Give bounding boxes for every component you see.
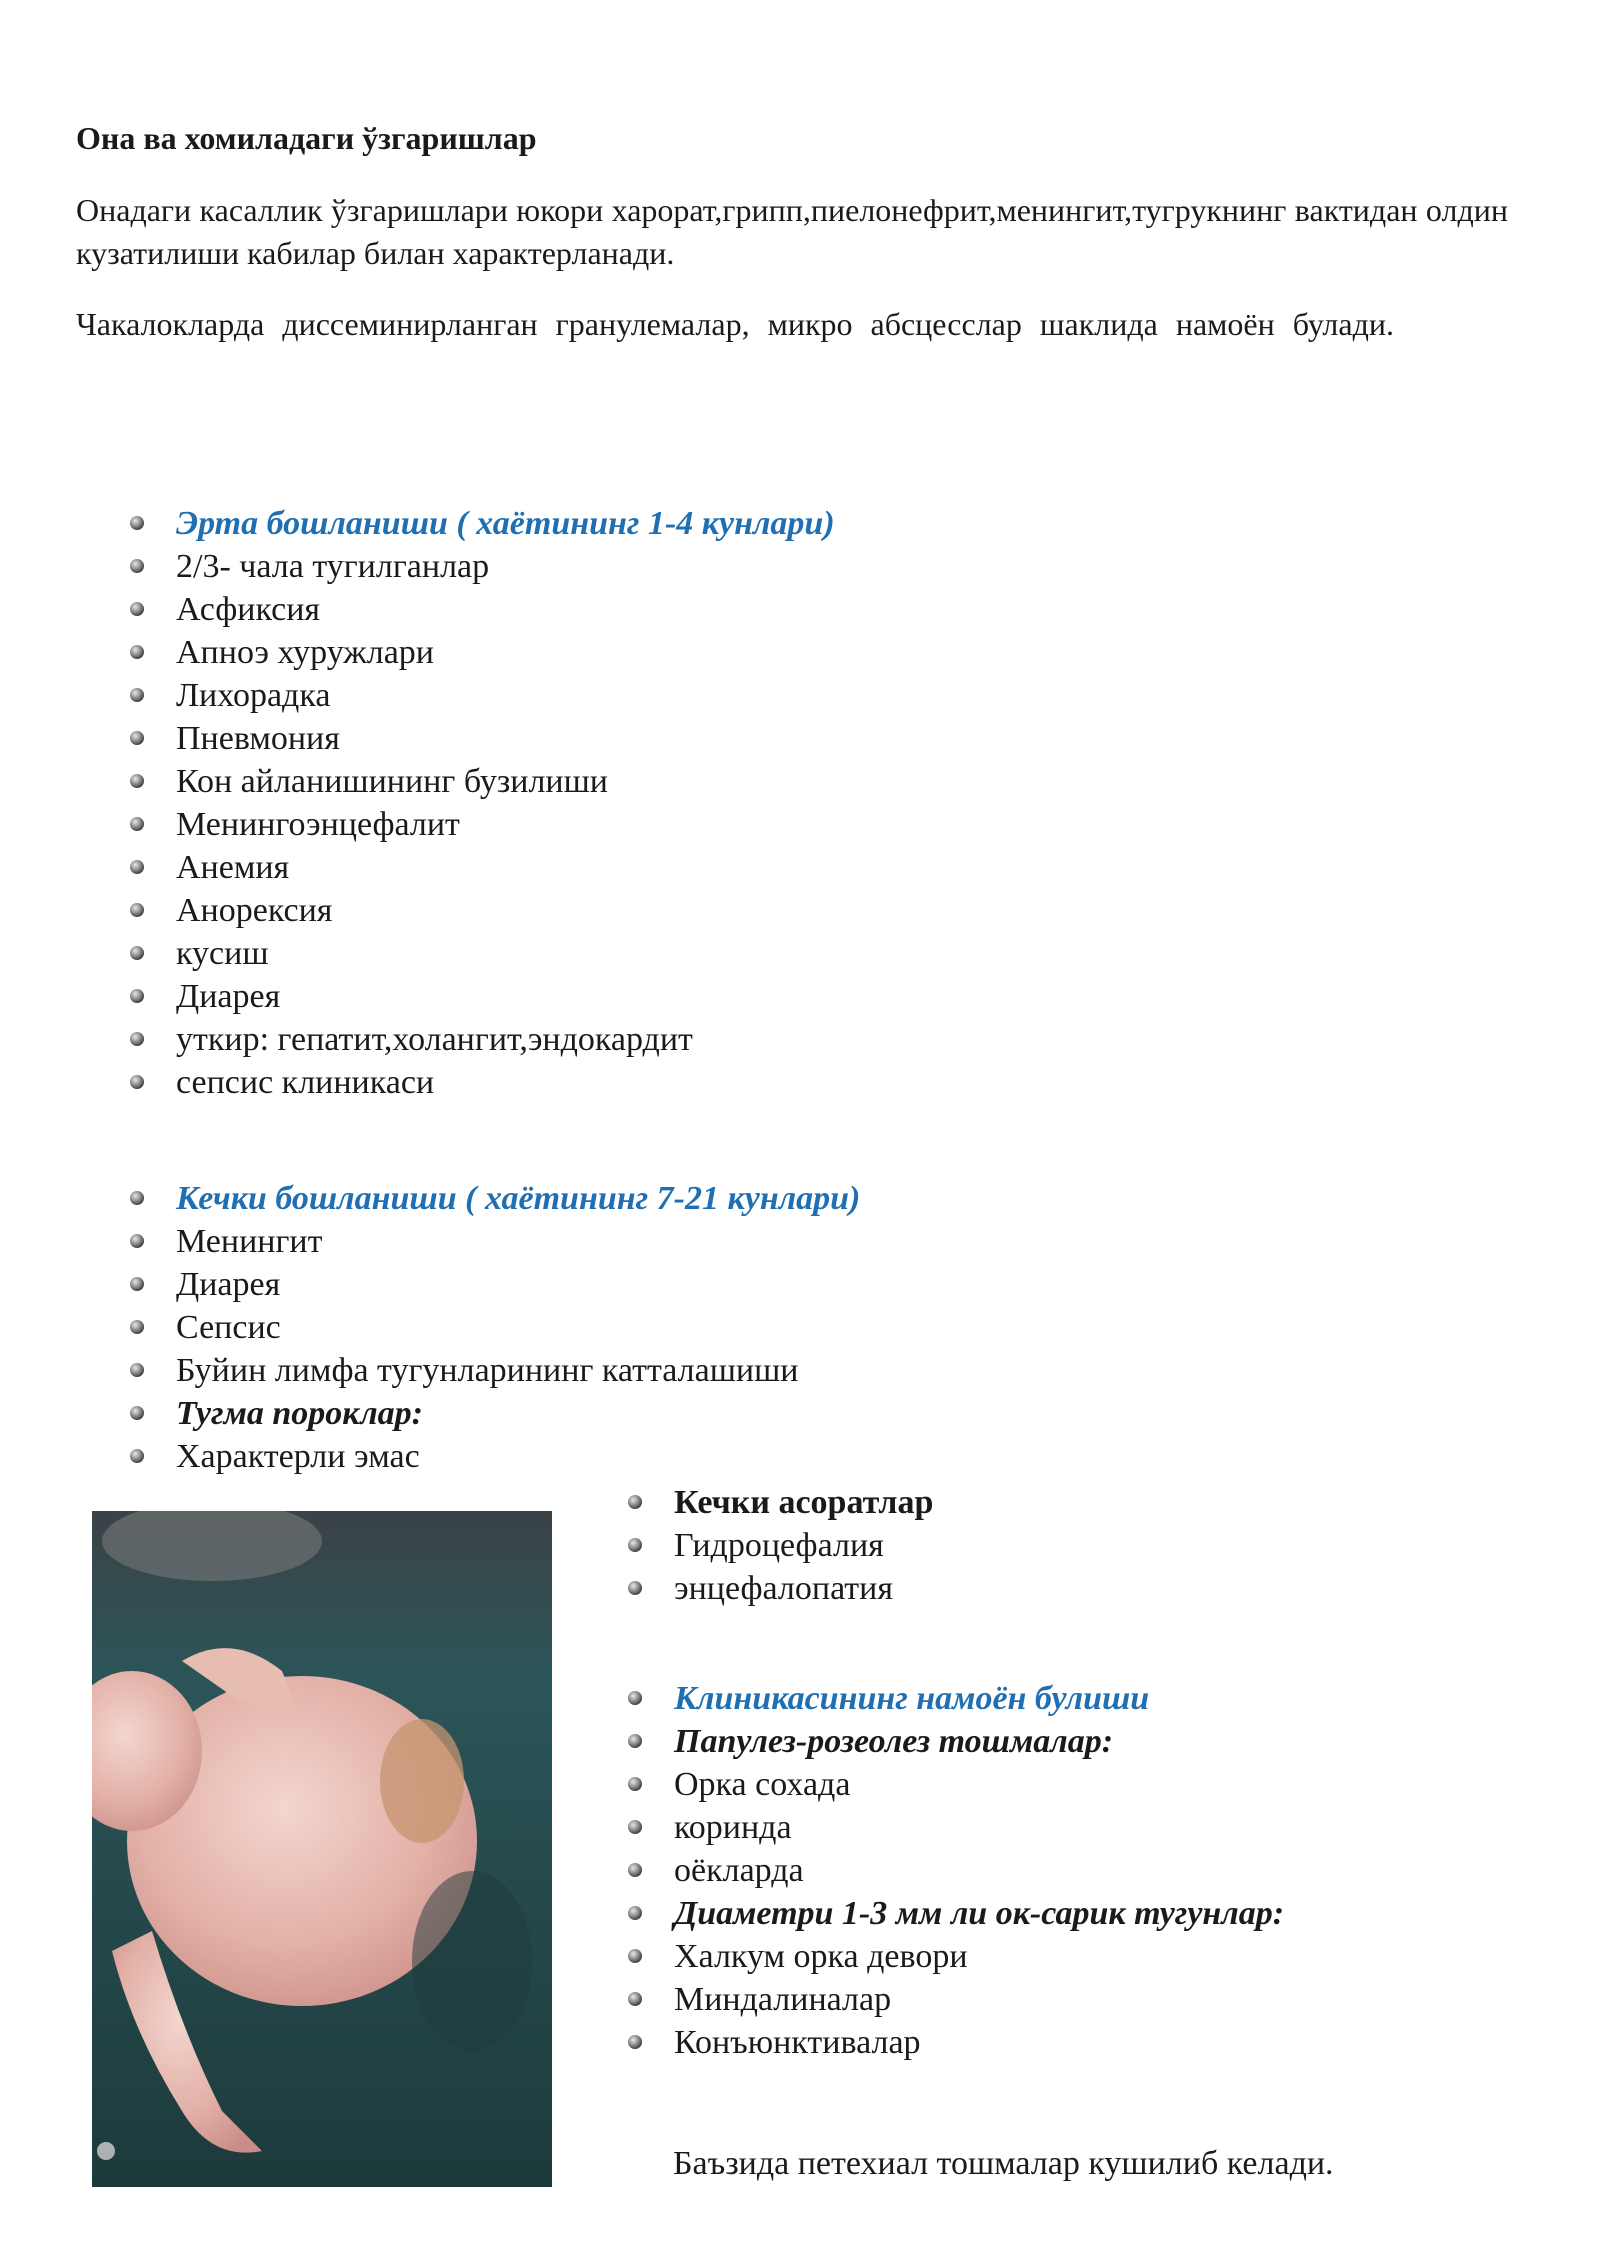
list-item: Халкум орка девори: [626, 1935, 1284, 1978]
clinical-manifestations-list: [626, 1677, 1284, 2064]
early-onset-title: Эрта бошланиши ( хаётининг 1-4 кунлари): [128, 502, 835, 545]
page-heading: Она ва хомиладаги ўзгаришлар: [76, 120, 537, 156]
list-item: Лихорадка: [128, 674, 835, 717]
newborn-photo: [92, 1511, 552, 2187]
congenital-defects-heading: Тугма пороклар:: [128, 1392, 860, 1435]
list-item: Менингоэнцефалит: [128, 803, 835, 846]
late-onset-title: Кечки бошланиши ( хаётининг 7-21 кунлари): [128, 1177, 860, 1220]
list-item: Гидроцефалия: [626, 1524, 933, 1567]
list-item: сепсис клиникаси: [128, 1061, 835, 1104]
list-item: Кон айланишининг бузилиши: [128, 760, 835, 803]
list-item: Конъюнктивалар: [626, 2021, 1284, 2064]
list-item: коринда: [626, 1806, 1284, 1849]
paragraph-newborn-changes: Чакалокларда диссеминирланган гранулемалар, микро абсцесслар шаклида намоён булади.: [76, 306, 1394, 342]
rash-heading: Папулез-розеолез тошмалар:: [626, 1720, 1284, 1763]
early-onset-list: [128, 502, 835, 1104]
list-item: Пневмония: [128, 717, 835, 760]
paragraph-mother-changes: Онадаги касаллик ўзгаришлари юкори харорат,грипп,пиелонефрит,менингит,тугрукнинг вактидан олдин кузатилиши кабилар билан характерланади.: [76, 192, 1508, 271]
late-onset-list: [128, 1177, 860, 1478]
list-item: Анемия: [128, 846, 835, 889]
list-item: Диарея: [128, 975, 835, 1018]
list-item: оёкларда: [626, 1849, 1284, 1892]
list-item: Орка сохада: [626, 1763, 1284, 1806]
nodules-heading: Диаметри 1-3 мм ли ок-сарик тугунлар:: [626, 1892, 1284, 1935]
list-item: кусиш: [128, 932, 835, 975]
list-item: 2/3- чала тугилганлар: [128, 545, 835, 588]
list-item: Асфиксия: [128, 588, 835, 631]
list-item: Сепсис: [128, 1306, 860, 1349]
list-item: Миндалиналар: [626, 1978, 1284, 2021]
list-item: Менингит: [128, 1220, 860, 1263]
list-item: Характерли эмас: [128, 1435, 860, 1478]
list-item: уткир: гепатит,холангит,эндокардит: [128, 1018, 835, 1061]
late-complications-list: [626, 1481, 933, 1610]
final-note: Баъзида петехиал тошмалар кушилиб келади.: [673, 2145, 1334, 2182]
list-item: Апноэ хуружлари: [128, 631, 835, 674]
list-item: Анорексия: [128, 889, 835, 932]
clinical-title: Клиникасининг намоён булиши: [626, 1677, 1284, 1720]
list-item: Буйин лимфа тугунларининг катталашиши: [128, 1349, 860, 1392]
list-item: энцефалопатия: [626, 1567, 933, 1610]
list-item: Диарея: [128, 1263, 860, 1306]
late-complications-title: Кечки асоратлар: [626, 1481, 933, 1524]
